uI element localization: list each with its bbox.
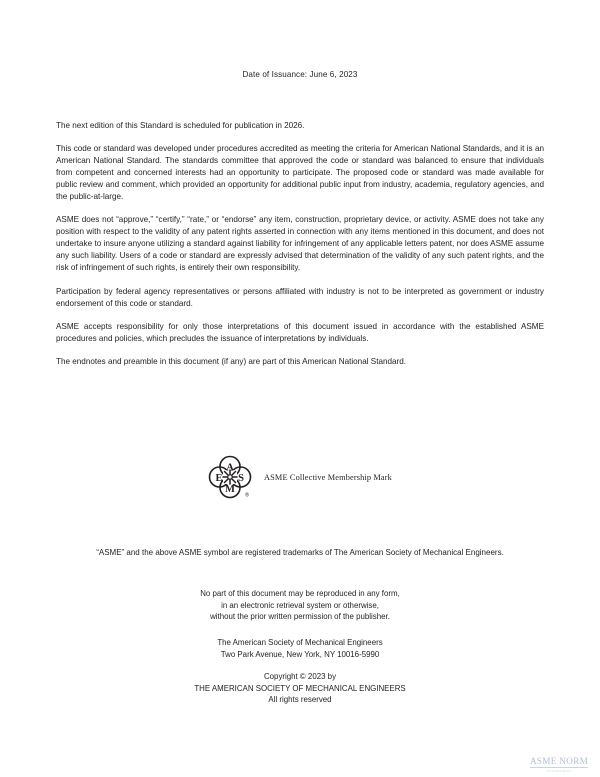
publisher-name: The American Society of Mechanical Engineers <box>217 638 383 647</box>
paragraph-next-edition: The next edition of this Standard is scheduled for publication in 2026. <box>56 121 305 130</box>
watermark-secondary-text: STANDARDS <box>546 769 572 773</box>
clover-letter-bottom: M <box>225 484 235 495</box>
issuance-date: Date of Issuance: June 6, 2023 <box>242 70 358 79</box>
clover-letter-top: A <box>226 462 234 474</box>
collective-membership-mark-caption: ASME Collective Membership Mark <box>264 472 392 482</box>
copyright-notice <box>0 671 600 706</box>
reproduction-notice-line-3: without the prior written permission of the publisher. <box>210 612 390 622</box>
paragraph-ansi-accreditation: This code or standard was developed under procedures accredited as meeting the criteria for American National Standards, and it is an American National Standard. The standards committee that approved the code or standard was balanced to ensure that individuals from competent and concerned interests had an opportunity to participate. The proposed code or standard was made available for public review and comment, which provided an opportunity for additional public input from industry, academia, regulatory agencies, and the public-at-large. <box>56 144 544 202</box>
publisher-address <box>0 637 600 660</box>
registered-trademark-icon: ® <box>245 492 250 499</box>
asme-norm-watermark <box>526 756 592 773</box>
paragraph-endnotes-preamble: The endnotes and preamble in this document (if any) are part of this American National Standard. <box>56 356 407 366</box>
paragraph-federal-participation: Participation by federal agency representatives or persons affiliated with industry is not to be interpreted as government or industry endorsement of this code or standard. <box>56 286 544 308</box>
reproduction-notice-line-1: No part of this document may be reproduced in any form, <box>200 589 400 598</box>
clover-letter-right: S <box>238 473 244 484</box>
paragraph-interpretations: ASME accepts responsibility for only those interpretations of this document issued in accordance with the established ASME procedures and policies, which precludes the issuance of interpretations by individuals. <box>56 321 544 343</box>
collective-membership-mark-group <box>208 455 392 501</box>
watermark-divider <box>530 767 588 768</box>
trademark-notice: “ASME” and the above ASME symbol are registered trademarks of The American Society of Mechanical Engineers. <box>96 548 504 557</box>
copyright-rights-line: All rights reserved <box>268 695 332 705</box>
copyright-year-line: Copyright © 2023 by <box>263 672 337 681</box>
reproduction-notice <box>0 588 600 623</box>
watermark-primary-text: ASME NORM <box>529 756 589 766</box>
reproduction-notice-line-2: in an electronic retrieval system or otherwise, <box>221 600 379 610</box>
asme-clover-logo <box>208 455 252 501</box>
asme-clover-icon <box>208 455 252 501</box>
clover-letter-left: E <box>215 473 223 484</box>
publisher-street-address: Two Park Avenue, New York, NY 10016-5990 <box>220 649 380 659</box>
paragraph-no-endorsement-disclaimer: ASME does not “approve,” “certify,” “rate,” or “endorse” any item, construction, proprietary device, or activity. ASME does not take any position with respect to the validity of any patent rights asserted in connection with any items mentioned in this document, and does not undertake to insure anyone utilizing a standard against liability for infringement of any applicable letters patent, nor does ASME assume any such liability. Users of a code or standard are expressly advised that determination of the validity of any such patent rights, and the risk of infringement of such rights, is entirely their own responsibility. <box>56 215 544 273</box>
collective-membership-mark-row <box>0 455 600 501</box>
copyright-holder-line: THE AMERICAN SOCIETY OF MECHANICAL ENGINEERS <box>194 683 406 693</box>
front-matter-text-block <box>56 120 544 368</box>
